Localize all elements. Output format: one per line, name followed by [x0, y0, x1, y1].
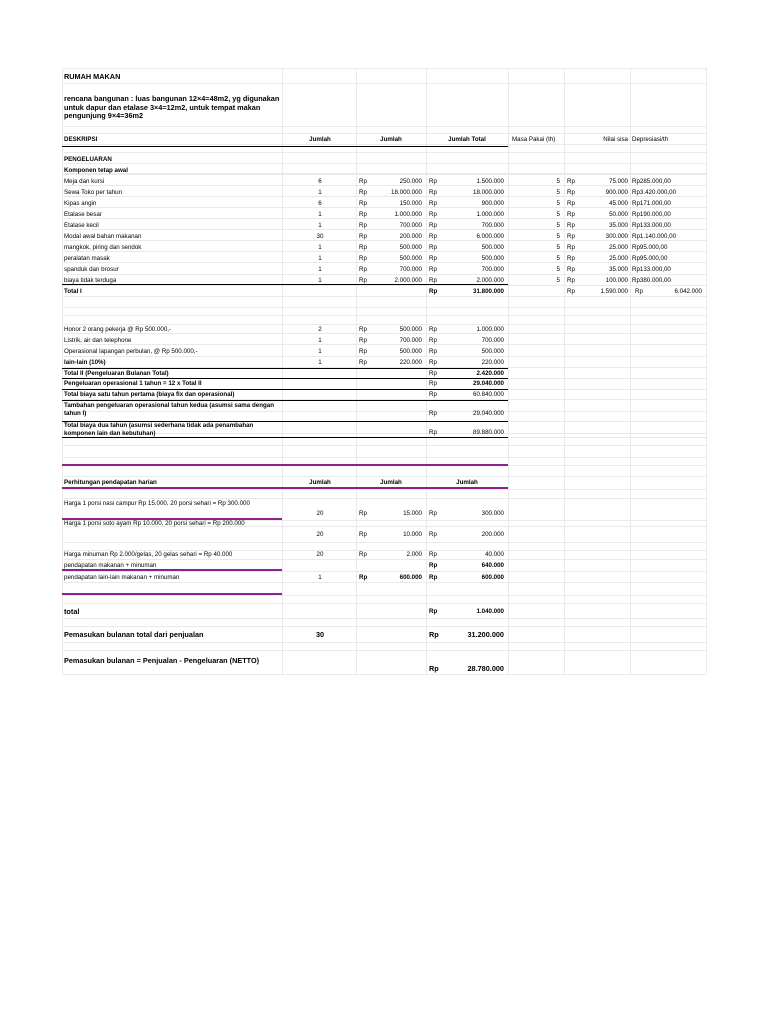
grid-col-line [282, 68, 283, 674]
fixed-item-total: 700.000 [481, 266, 504, 273]
fixed-item-price-rp: Rp [359, 189, 367, 196]
summary-label: Tambahan pengeluaran operasional tahun kedua (asumsi sama dengan tahun I) [64, 402, 274, 417]
fixed-item-total-rp: Rp [429, 255, 437, 262]
grid-row-line [62, 144, 706, 145]
accent-line [62, 593, 282, 595]
monthly-item-qty: 1 [318, 359, 322, 366]
monthly-item-desc: lain-lain (10%) [64, 359, 106, 366]
fixed-item-price-rp: Rp [359, 200, 367, 207]
fixed-item-qty: 1 [318, 244, 322, 251]
summary-label: Total II (Pengeluaran Bulanan Total) [64, 370, 169, 377]
fixed-item-masa: 5 [556, 200, 560, 207]
income-item-total: 300.000 [481, 510, 504, 517]
fixed-item-sisa: 45.000 [609, 200, 628, 207]
fixed-item-total-rp: Rp [429, 189, 437, 196]
income-item-total: 40.000 [485, 551, 504, 558]
monthly-item-qty: 2 [318, 326, 322, 333]
income-header-price: Jumlah [380, 479, 402, 486]
income-item-price: 15.000 [403, 510, 422, 517]
total1-dep: 6.042.000 [674, 288, 702, 295]
fixed-item-qty: 1 [318, 266, 322, 273]
fixed-item-masa: 5 [556, 244, 560, 251]
grid-col-line [630, 68, 631, 674]
grid-row-line [62, 68, 706, 69]
fixed-item-qty: 6 [318, 200, 322, 207]
fixed-item-desc: Modal awal bahan makanan [64, 233, 142, 240]
fixed-item-qty: 1 [318, 277, 322, 284]
fixed-item-depresiasi: Rp190.000,00 [632, 211, 671, 218]
grid-row-line [62, 571, 706, 572]
grid-row-line [62, 307, 706, 308]
grid-row-line [62, 498, 706, 499]
grid-row-line [62, 457, 706, 458]
lainlain-price: 600.000 [399, 574, 422, 581]
income-item-price: 2.000 [406, 551, 422, 558]
grid-row-line [62, 674, 706, 675]
summary-label: Total biaya dua tahun (asumsi sederhana tidak ada penambahan komponen lain dan kebutuhan) [64, 422, 254, 437]
fixed-item-price: 250.000 [399, 178, 422, 185]
fixed-item-price-rp: Rp [359, 277, 367, 284]
fixed-item-qty: 1 [318, 211, 322, 218]
fixed-item-masa: 5 [556, 233, 560, 240]
fixed-item-price: 500.000 [399, 255, 422, 262]
fixed-item-total: 1.000.000 [476, 211, 504, 218]
fixed-item-masa: 5 [556, 255, 560, 262]
income-header-total: Jumlah [456, 479, 478, 486]
grid-row-line [62, 595, 706, 596]
fixed-item-total: 18.000.000 [473, 189, 504, 196]
header-jumlah-price: Jumlah [380, 136, 402, 143]
cell-border-line [62, 146, 508, 147]
grid-row-line [62, 83, 706, 84]
fixed-item-depresiasi: Rp95.000,00 [632, 244, 668, 251]
fixed-item-total-rp: Rp [429, 244, 437, 251]
fixed-item-desc: spanduk dan brosur [64, 266, 119, 273]
fixed-item-depresiasi: Rp380.000,00 [632, 277, 671, 284]
fixed-item-price-rp: Rp [359, 178, 367, 185]
fixed-item-sisa-rp: Rp [567, 277, 575, 284]
fixed-item-sisa: 75.000 [609, 178, 628, 185]
pendapatan-label: pendapatan makanan + minuman [64, 562, 157, 569]
fixed-item-sisa-rp: Rp [567, 266, 575, 273]
fixed-item-desc: Kipas angin [64, 200, 97, 207]
fixed-item-desc: Meja dan kursi [64, 178, 105, 185]
fixed-item-price: 2.000.000 [394, 277, 422, 284]
building-plan-note: rencana bangunan : luas bangunan 12×4=48m2, yg digunakan untuk dapur dan etalase 3×4=12m2, untuk tempat makan pengunjung 9×4=36m2 [64, 94, 280, 120]
fixed-item-total: 500.000 [481, 244, 504, 251]
fixed-item-qty: 1 [318, 255, 322, 262]
monthly-item-total: 500.000 [481, 348, 504, 355]
summary-value: 2.420.000 [476, 370, 504, 377]
total1-sisa: 1.590.000 [600, 288, 628, 295]
cell-border-line [62, 368, 508, 369]
total1-label: Total I [64, 288, 82, 295]
income-item-price: 10.000 [403, 531, 422, 538]
fixed-item-depresiasi: Rp3.420.000,00 [632, 189, 677, 196]
grid-col-line [706, 68, 707, 674]
fixed-item-masa: 5 [556, 178, 560, 185]
fixed-item-total: 6.000.000 [476, 233, 504, 240]
grid-col-line [508, 68, 509, 674]
section-komponen: Komponen tetap awal [64, 167, 128, 174]
summary-rp: Rp [429, 410, 437, 417]
grid-row-line [62, 582, 706, 583]
summary-value: 60.840.000 [473, 391, 504, 398]
fixed-item-total-rp: Rp [429, 178, 437, 185]
header-masa-pakai: Masa Pakai (th) [512, 136, 556, 143]
income-item-qty: 20 [316, 551, 324, 558]
fixed-item-sisa: 100.000 [605, 277, 628, 284]
sheet-title: RUMAH MAKAN [64, 72, 121, 81]
monthly-income-value: 31.200.000 [467, 630, 504, 639]
grid-row-line [62, 642, 706, 643]
fixed-item-price: 150.000 [399, 200, 422, 207]
fixed-item-total: 2.000.000 [476, 277, 504, 284]
income-item-total-rp: Rp [429, 551, 437, 558]
fixed-item-desc: mangkok, piring dan sendok [64, 244, 142, 251]
fixed-item-depresiasi: Rp285.000,00 [632, 178, 671, 185]
monthly-item-total: 700.000 [481, 337, 504, 344]
monthly-item-qty: 1 [318, 337, 322, 344]
netto-label: Pemasukan bulanan = Penjualan - Pengeluaran (NETTO) [64, 656, 260, 665]
header-deskripsi: DESKRIPSI [64, 136, 98, 143]
fixed-item-total-rp: Rp [429, 222, 437, 229]
cell-border-line [62, 389, 508, 390]
income-item-desc: Harga 1 porsi soto ayam Rp 10.000, 20 porsi sehari = Rp 200.000 [64, 520, 245, 527]
summary-value: 29.040.000 [473, 380, 504, 387]
fixed-item-masa: 5 [556, 189, 560, 196]
header-depresiasi: Depresiasi/th [632, 136, 669, 143]
grid-row-line [62, 603, 706, 604]
fixed-item-qty: 30 [316, 233, 324, 240]
netto-value: 28.780.000 [467, 664, 504, 673]
cell-border-line [62, 400, 508, 401]
income-item-desc: Harga minuman Rp 2.000/gelas, 20 gelas sehari = Rp 40.000 [64, 551, 233, 558]
accent-line [62, 464, 508, 466]
fixed-item-qty: 1 [318, 189, 322, 196]
header-jumlah-qty: Jumlah [309, 136, 331, 143]
fixed-item-price-rp: Rp [359, 266, 367, 273]
fixed-item-total-rp: Rp [429, 200, 437, 207]
fixed-item-total-rp: Rp [429, 211, 437, 218]
grid-row-line [62, 296, 706, 297]
summary-rp: Rp [429, 380, 437, 387]
total-income-value: 1.040.000 [476, 608, 504, 615]
income-item-total: 200.000 [481, 531, 504, 538]
fixed-item-desc: peralatan masak [64, 255, 110, 262]
monthly-item-price: 500.000 [399, 348, 422, 355]
fixed-item-price: 700.000 [399, 222, 422, 229]
lainlain-label: pendapatan lain-lain makanan + minuman [64, 574, 180, 581]
fixed-item-total: 500.000 [481, 255, 504, 262]
fixed-item-sisa-rp: Rp [567, 178, 575, 185]
income-header-qty: Jumlah [309, 479, 331, 486]
section-pengeluaran: PENGELUARAN [64, 156, 112, 163]
fixed-item-sisa: 900.000 [605, 189, 628, 196]
grid-row-line [62, 126, 706, 127]
fixed-item-masa: 5 [556, 266, 560, 273]
fixed-item-qty: 6 [318, 178, 322, 185]
pendapatan-rp: Rp [429, 562, 438, 569]
grid-row-line [62, 559, 706, 560]
lainlain-price-rp: Rp [359, 574, 368, 581]
monthly-item-price-rp: Rp [359, 337, 367, 344]
fixed-item-masa: 5 [556, 277, 560, 284]
summary-label: Pengeluaran operasional 1 tahun = 12 x Total II [64, 380, 202, 387]
fixed-item-sisa-rp: Rp [567, 255, 575, 262]
income-item-qty: 20 [316, 510, 324, 517]
netto-rp: Rp [429, 664, 439, 673]
monthly-item-price-rp: Rp [359, 359, 367, 366]
header-nilai-sisa: Nilai sisa [603, 136, 628, 143]
grid-row-line [62, 356, 706, 357]
monthly-item-price: 500.000 [399, 326, 422, 333]
grid-row-line [62, 650, 706, 651]
fixed-item-price-rp: Rp [359, 222, 367, 229]
income-item-total-rp: Rp [429, 510, 437, 517]
fixed-item-total: 1.500.000 [476, 178, 504, 185]
fixed-item-sisa-rp: Rp [567, 200, 575, 207]
fixed-item-sisa-rp: Rp [567, 244, 575, 251]
summary-value: 89.880.000 [473, 429, 504, 436]
lainlain-total: 600.000 [481, 574, 504, 581]
income-item-qty: 20 [316, 531, 324, 538]
summary-rp: Rp [429, 429, 437, 436]
grid-row-line [62, 542, 706, 543]
fixed-item-total-rp: Rp [429, 277, 437, 284]
fixed-item-price: 200.000 [399, 233, 422, 240]
income-header-label: Perhitungan pendapatan harian [64, 479, 157, 486]
monthly-income-label: Pemasukan bulanan total dari penjualan [64, 630, 204, 639]
income-item-desc: Harga 1 porsi nasi campur Rp 15.000, 20 porsi sehari = Rp 300.000 [64, 500, 250, 507]
pendapatan-value: 640.000 [481, 562, 504, 569]
income-item-price-rp: Rp [359, 510, 367, 517]
total1-sisa-rp: Rp [567, 288, 575, 295]
fixed-item-sisa: 25.000 [609, 244, 628, 251]
fixed-item-sisa: 25.000 [609, 255, 628, 262]
grid-row-line [62, 626, 706, 627]
grid-row-line [62, 174, 706, 175]
grid-row-line [62, 133, 706, 134]
fixed-item-masa: 5 [556, 222, 560, 229]
monthly-income-qty: 30 [315, 630, 325, 639]
grid-row-line [62, 324, 706, 325]
fixed-item-price: 18.000.000 [391, 189, 422, 196]
income-item-total-rp: Rp [429, 531, 437, 538]
fixed-item-sisa-rp: Rp [567, 211, 575, 218]
grid-row-line [62, 274, 706, 275]
fixed-item-sisa: 35.000 [609, 222, 628, 229]
grid-row-line [62, 445, 706, 446]
grid-row-line [62, 163, 706, 164]
monthly-item-price: 220.000 [399, 359, 422, 366]
fixed-item-price-rp: Rp [359, 255, 367, 262]
total1-rp: Rp [429, 288, 438, 295]
total1-value: 31.800.000 [473, 288, 504, 295]
total1-dep-rp: Rp [635, 288, 643, 295]
fixed-item-desc: Sewa Toko per tahun [64, 189, 123, 196]
summary-rp: Rp [429, 370, 437, 377]
grid-col-line [356, 68, 357, 674]
grid-row-line [62, 315, 706, 316]
grid-col-line [62, 68, 63, 674]
monthly-item-desc: Listrik, air dan telephone [64, 337, 132, 344]
fixed-item-price-rp: Rp [359, 244, 367, 251]
fixed-item-sisa-rp: Rp [567, 222, 575, 229]
grid-col-line [426, 68, 427, 674]
monthly-item-total-rp: Rp [429, 337, 437, 344]
monthly-item-qty: 1 [318, 348, 322, 355]
fixed-item-price: 1.000.000 [394, 211, 422, 218]
fixed-item-depresiasi: Rp171.000,00 [632, 200, 671, 207]
monthly-item-desc: Honor 2 orang pekerja @ Rp 500.000,- [64, 326, 172, 333]
monthly-item-price-rp: Rp [359, 348, 367, 355]
monthly-item-total-rp: Rp [429, 326, 437, 333]
summary-rp: Rp [429, 391, 437, 398]
grid-col-line [564, 68, 565, 674]
fixed-item-price: 700.000 [399, 266, 422, 273]
fixed-item-desc: biaya tidak terduga [64, 277, 117, 284]
fixed-item-depresiasi: Rp95.000,00 [632, 255, 668, 262]
fixed-item-total: 900.000 [481, 200, 504, 207]
header-jumlah-total: Jumlah Total [448, 136, 486, 143]
fixed-item-depresiasi: Rp133.000,00 [632, 266, 671, 273]
fixed-item-sisa: 35.000 [609, 266, 628, 273]
monthly-item-total-rp: Rp [429, 359, 437, 366]
fixed-item-desc: Etalase besar [64, 211, 102, 218]
fixed-item-sisa-rp: Rp [567, 233, 575, 240]
accent-line [62, 487, 508, 489]
monthly-income-rp: Rp [429, 630, 439, 639]
cell-border-line [62, 378, 508, 379]
monthly-item-total-rp: Rp [429, 348, 437, 355]
fixed-item-sisa: 300.000 [605, 233, 628, 240]
monthly-item-desc: Operasional lapangan perbulan, @ Rp 500.000,- [64, 348, 198, 355]
grid-row-line [62, 285, 706, 286]
fixed-item-qty: 1 [318, 222, 322, 229]
total-income-rp: Rp [429, 608, 438, 615]
grid-row-line [62, 489, 706, 490]
fixed-item-sisa-rp: Rp [567, 189, 575, 196]
summary-label: Total biaya satu tahun pertama (biaya fix dan operasional) [64, 391, 235, 398]
income-item-price-rp: Rp [359, 531, 367, 538]
fixed-item-total-rp: Rp [429, 233, 437, 240]
fixed-item-sisa: 50.000 [609, 211, 628, 218]
lainlain-qty: 1 [318, 574, 322, 581]
monthly-item-price: 700.000 [399, 337, 422, 344]
fixed-item-total-rp: Rp [429, 266, 437, 273]
monthly-item-total: 1.000.000 [476, 326, 504, 333]
fixed-item-price: 500.000 [399, 244, 422, 251]
fixed-item-desc: Etalase kecil [64, 222, 99, 229]
grid-row-line [62, 476, 706, 477]
total-income-label: total [64, 607, 80, 616]
summary-value: 29.040.000 [473, 410, 504, 417]
grid-row-line [62, 152, 706, 153]
monthly-item-total: 220.000 [481, 359, 504, 366]
income-item-price-rp: Rp [359, 551, 367, 558]
fixed-item-price-rp: Rp [359, 233, 367, 240]
monthly-item-price-rp: Rp [359, 326, 367, 333]
fixed-item-price-rp: Rp [359, 211, 367, 218]
fixed-item-masa: 5 [556, 211, 560, 218]
lainlain-total-rp: Rp [429, 574, 438, 581]
fixed-item-depresiasi: Rp133.000,00 [632, 222, 671, 229]
grid-row-line [62, 618, 706, 619]
fixed-item-total: 700.000 [481, 222, 504, 229]
fixed-item-depresiasi: Rp1.140.000,00 [632, 233, 677, 240]
